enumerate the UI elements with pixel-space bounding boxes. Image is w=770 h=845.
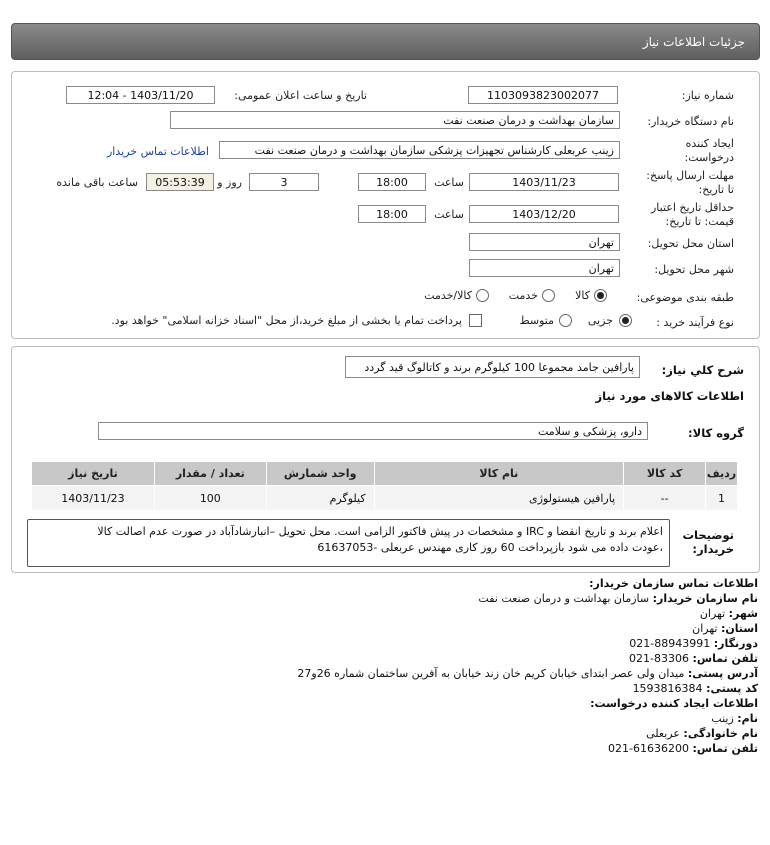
creator-label-2: درخواست: <box>684 151 734 164</box>
summary-label: شرح کلي نياز: <box>661 363 744 377</box>
need-number-label: شماره نیاز: <box>681 89 734 102</box>
description-label: توضیحات <box>682 528 734 542</box>
process-option-minor: جزیی <box>587 314 613 327</box>
col-goods-code: کد کالا <box>624 462 706 486</box>
table-header-row <box>32 462 738 486</box>
contact-title: اطلاعات تماس سازمان خریدار: <box>589 577 758 590</box>
col-need-date: تاریخ نیاز <box>32 462 155 486</box>
category-option-goods-service: کالا/خدمت <box>424 289 472 302</box>
need-number-field: 1103093823002077 <box>468 86 618 104</box>
creator-field: زینب عربعلی کارشناس تجهیزات پزشکی سازمان بهداشت و درمان صنعت نفت <box>219 141 620 159</box>
process-option-medium: متوسط <box>519 314 554 327</box>
payment-note: پرداخت تمام یا بخشی از مبلغ خرید،از محل "اسناد خزانه اسلامی" خواهد بود. <box>111 314 462 327</box>
contact-city: شهر: تهران <box>699 607 758 620</box>
cell-unit: کیلوگرم <box>266 486 374 511</box>
validity-time-field: 18:00 <box>358 205 426 223</box>
cell-need-date: 1403/11/23 <box>32 486 155 511</box>
contact-province: استان: تهران <box>692 622 758 635</box>
validity-label: حداقل تاریخ اعتبار <box>650 201 734 214</box>
description-line-2: ،عودت داده می شود بازپرداخت 60 روز کاری مهندس عربعلی -61637053 <box>317 541 663 554</box>
col-row: ردیف <box>706 462 738 486</box>
creator-family: نام خانوادگی: عربعلی <box>646 727 758 740</box>
announce-datetime-label: تاریخ و ساعت اعلان عمومی: <box>234 89 367 102</box>
contact-fax: دورنگار: 88943991-021 <box>629 637 758 650</box>
creator-info-title: اطلاعات ایجاد کننده درخواست: <box>590 697 758 710</box>
category-radio-service[interactable] <box>542 289 555 302</box>
category-option-service: خدمت <box>508 289 538 302</box>
cell-goods-code: -- <box>624 486 706 511</box>
items-table <box>31 461 738 511</box>
category-radio-goods[interactable] <box>594 289 607 302</box>
col-goods-name: نام کالا <box>374 462 624 486</box>
validity-time-label: ساعت <box>434 208 464 221</box>
contact-org: نام سازمان خریدار: سازمان بهداشت و درمان صنعت نفت <box>478 592 758 605</box>
deadline-time-label: ساعت <box>434 176 464 189</box>
deadline-date-field: 1403/11/23 <box>469 173 619 191</box>
goods-info-title: اطلاعات کالاهای مورد نیاز <box>595 389 744 403</box>
process-label: نوع فرآیند خرید : <box>656 316 734 329</box>
description-line-1: اعلام برند و تاریخ انقضا و IRC و مشخصات در پیش فاکتور الزامی است. محل تحویل –انبارشادآباد در صورت عدم اصالت کالا <box>97 525 663 538</box>
cell-row: 1 <box>706 486 738 511</box>
creator-label: ایجاد کننده <box>685 137 734 150</box>
col-quantity: تعداد / مقدار <box>154 462 266 486</box>
days-label: روز و <box>217 176 242 189</box>
city-field: تهران <box>469 259 620 277</box>
category-label: طبقه بندی موضوعی: <box>636 291 734 304</box>
page-title: جزئیات اطلاعات نیاز <box>642 35 745 49</box>
province-field: تهران <box>469 233 620 251</box>
days-field: 3 <box>249 173 319 191</box>
process-radio-minor[interactable] <box>619 314 632 327</box>
table-row <box>32 486 738 511</box>
remaining-time-field: 05:53:39 <box>146 173 214 191</box>
contact-phone: تلفن تماس: 83306-021 <box>629 652 758 665</box>
buyer-contact-link[interactable]: اطلاعات تماس خریدار <box>107 145 209 158</box>
validity-date-field: 1403/12/20 <box>469 205 619 223</box>
category-radio-goods-service[interactable] <box>476 289 489 302</box>
description-label-2: خریدار: <box>692 542 734 556</box>
goods-group-label: گروه کالا: <box>688 426 744 440</box>
process-radio-medium[interactable] <box>559 314 572 327</box>
description-box <box>27 519 670 567</box>
contact-address: آدرس پستی: میدان ولی عصر ابتدای خیابان کریم خان زند خیابان به آفرین ساختمان شماره 26و27 <box>297 667 758 680</box>
deadline-label-2: تا تاریخ: <box>698 183 734 196</box>
remaining-label: ساعت باقی مانده <box>56 176 138 189</box>
province-label: استان محل تحویل: <box>647 237 734 250</box>
creator-name: نام: زینب <box>711 712 758 725</box>
col-unit: واحد شمارش <box>266 462 374 486</box>
buyer-org-label: نام دستگاه خریدار: <box>647 115 734 128</box>
validity-label-2: قیمت: تا تاریخ: <box>665 215 734 228</box>
announce-datetime-field: 1403/11/20 - 12:04 <box>66 86 215 104</box>
goods-group-field: دارو، پزشکی و سلامت <box>98 422 648 440</box>
cell-goods-name: پارافین هیستولوژی <box>374 486 624 511</box>
page-header <box>11 23 760 60</box>
buyer-org-field: سازمان بهداشت و درمان صنعت نفت <box>170 111 620 129</box>
cell-quantity: 100 <box>154 486 266 511</box>
deadline-time-field: 18:00 <box>358 173 426 191</box>
treasury-payment-checkbox[interactable] <box>469 314 482 327</box>
category-option-goods: کالا <box>575 289 590 302</box>
creator-phone: تلفن تماس: 61636200-021 <box>608 742 758 755</box>
deadline-label: مهلت ارسال پاسخ: <box>646 169 734 182</box>
summary-field: پارافین جامد مجموعا 100 کیلوگرم برند و کاتالوگ قید گردد <box>345 356 640 378</box>
contact-postal-code: کد پستی: 1593816384 <box>632 682 758 695</box>
city-label: شهر محل تحویل: <box>654 263 734 276</box>
